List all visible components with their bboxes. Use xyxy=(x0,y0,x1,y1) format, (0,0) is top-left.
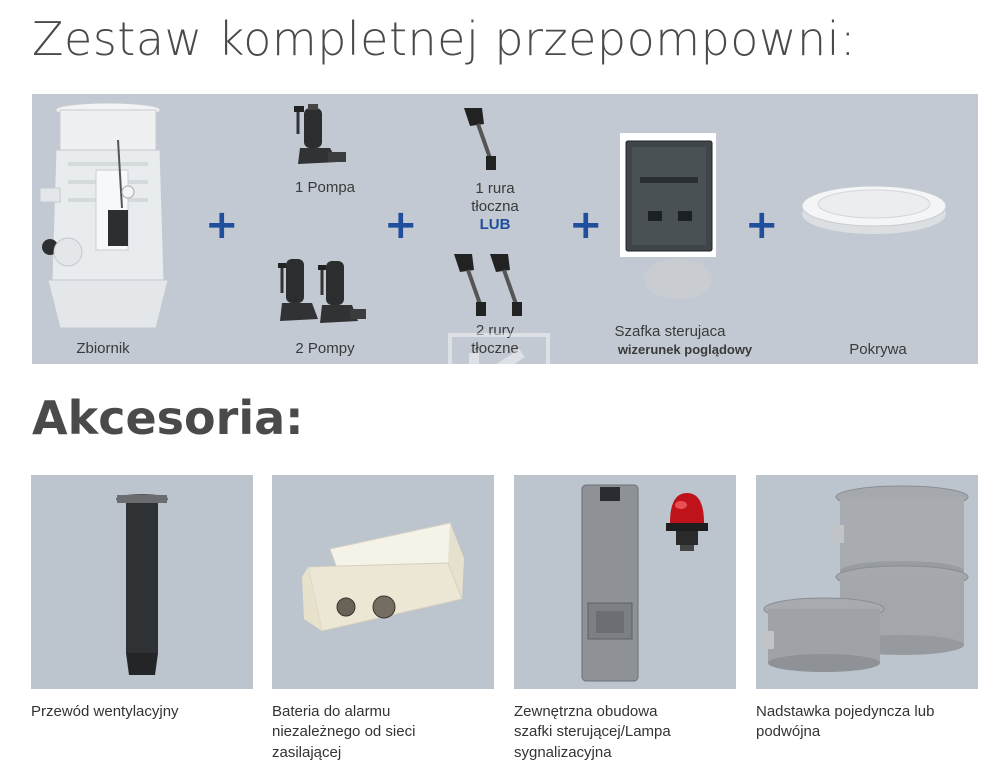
accessory-card-battery xyxy=(272,475,494,689)
cabinet-label: Szafka sterujaca xyxy=(614,323,726,340)
caption-line: szafki sterującej/Lampa xyxy=(514,723,671,741)
accessory-caption-extension xyxy=(756,702,978,743)
pipe-one-line2: tłoczna xyxy=(471,198,519,215)
signal-lamp-icon xyxy=(664,491,710,553)
accessory-card-vent xyxy=(31,475,253,689)
single-pump-icon xyxy=(290,104,350,170)
cabinet-note: wizerunek poglądowy xyxy=(617,342,753,357)
caption-line: Przewód wentylacyjny xyxy=(31,703,179,720)
accessory-caption-battery xyxy=(272,702,494,763)
caption-line: sygnalizacyjna xyxy=(514,743,612,761)
accessory-caption-enclosure xyxy=(514,702,736,763)
accessory-card-enclosure xyxy=(514,475,736,689)
accessory-caption-vent xyxy=(31,702,253,722)
control-cabinet-icon xyxy=(620,133,718,303)
extension-ring-icon xyxy=(760,485,972,681)
caption-line: Zewnętrzna obudowa xyxy=(514,703,658,720)
pipe-two-line2: tłoczne xyxy=(471,340,519,357)
pipe-one-label xyxy=(440,180,550,234)
caption-line: niezależnego od sieci xyxy=(272,723,416,741)
accessories-title: Akcesoria: xyxy=(32,391,304,445)
plus-sign: + xyxy=(745,202,779,248)
cover-label: Pokrywa xyxy=(849,341,907,358)
battery-icon xyxy=(300,519,468,635)
double-pipe-icon xyxy=(450,250,530,318)
page-title: Zestaw kompletnej przepompowni: xyxy=(32,12,856,66)
or-label: LUB xyxy=(479,216,511,233)
pipe-two-line1: 2 rury xyxy=(475,322,515,339)
caption-line: zasilającej xyxy=(272,743,342,761)
tank-icon xyxy=(38,100,170,332)
pump-one-label: 1 Pompa xyxy=(294,179,356,196)
plus-sign: + xyxy=(569,202,603,248)
double-pump-icon xyxy=(276,255,370,331)
tank-label: Zbiornik xyxy=(76,340,130,357)
caption-line: Nadstawka pojedyncza lub xyxy=(756,703,935,720)
pipe-one-line1: 1 rura xyxy=(475,180,515,197)
cover-icon xyxy=(800,180,948,240)
accessory-card-extension xyxy=(756,475,978,689)
vent-pipe-icon xyxy=(115,493,169,679)
watermark-logo xyxy=(448,333,550,435)
caption-line: Bateria do alarmu xyxy=(272,703,391,720)
enclosure-icon xyxy=(580,483,640,683)
plus-sign: + xyxy=(384,202,418,248)
caption-line: podwójna xyxy=(756,723,821,741)
plus-sign: + xyxy=(205,202,239,248)
single-pipe-icon xyxy=(460,104,506,172)
pump-two-label: 2 Pompy xyxy=(295,340,355,357)
